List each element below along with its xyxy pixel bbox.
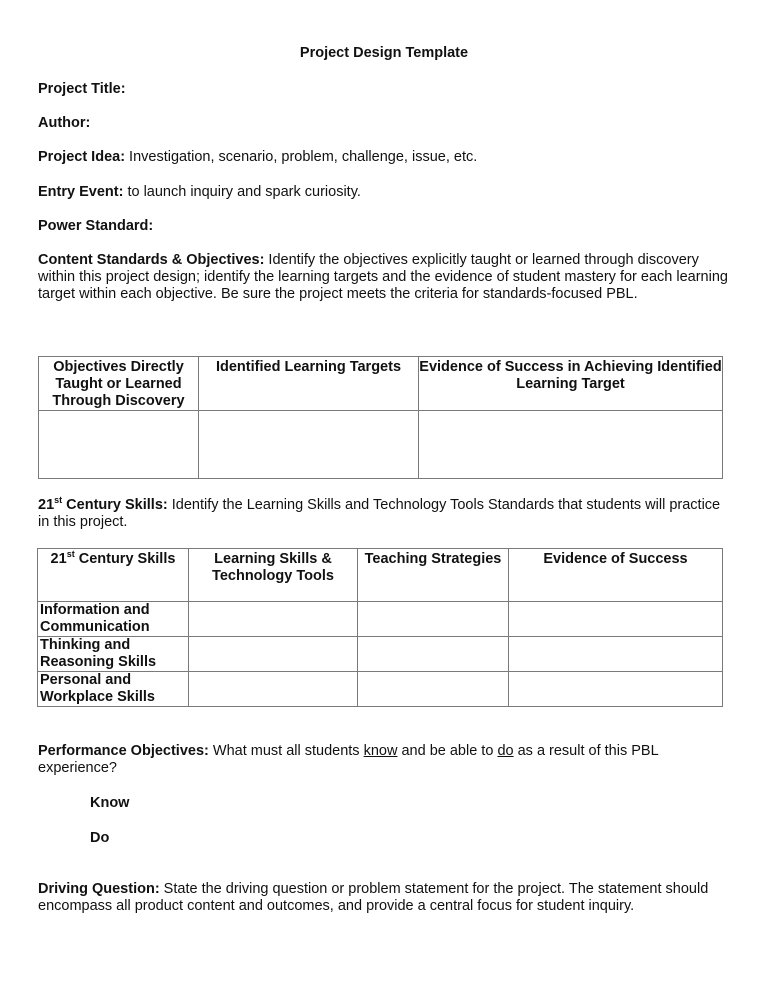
know-underlined: know bbox=[363, 743, 398, 759]
do-underlined: do bbox=[497, 743, 514, 759]
do-label: Do bbox=[90, 830, 110, 846]
label-rest: Century Skills: bbox=[62, 497, 168, 513]
header-evidence: Evidence of Success in Achieving Identified Learning Target bbox=[419, 357, 723, 411]
skills-header-row bbox=[38, 549, 723, 602]
century-skills-paragraph bbox=[38, 497, 728, 531]
driving-question-text: State the driving question or problem statement for the project. The statement should encompass all product content and outcomes, and provide a central focus for student inquiry. bbox=[38, 881, 709, 914]
label-sup: st bbox=[54, 495, 63, 506]
project-idea-text: Investigation, scenario, problem, challenge, issue, etc. bbox=[125, 149, 478, 165]
project-title-label: Project Title: bbox=[38, 81, 126, 97]
table-row bbox=[38, 602, 723, 637]
power-standard-label: Power Standard: bbox=[38, 218, 154, 234]
row-label: Personal and Workplace Skills bbox=[38, 672, 189, 707]
row-label: Thinking and Reasoning Skills bbox=[38, 637, 189, 672]
header-teaching-strategies: Teaching Strategies bbox=[358, 549, 509, 602]
evidence-cell[interactable] bbox=[509, 672, 723, 707]
perf-text-a: What must all students bbox=[208, 743, 364, 759]
perf-text-c: as a result of this PBL experience? bbox=[38, 743, 659, 776]
entry-event-text: to launch inquiry and spark curiosity. bbox=[123, 184, 361, 200]
strategies-cell[interactable] bbox=[358, 637, 509, 672]
project-idea-label: Project Idea: bbox=[38, 149, 126, 165]
evidence-cell[interactable] bbox=[509, 602, 723, 637]
century-skills-text: Identify the Learning Skills and Technology Tools Standards that students will practice in this project. bbox=[38, 497, 721, 530]
table-row bbox=[38, 672, 723, 707]
learning-targets-cell[interactable] bbox=[199, 411, 419, 479]
header-evidence-of-success: Evidence of Success bbox=[509, 549, 723, 602]
header-rest: Century Skills bbox=[74, 551, 176, 567]
label-num: 21 bbox=[38, 497, 55, 513]
strategies-cell[interactable] bbox=[358, 672, 509, 707]
author-label: Author: bbox=[38, 115, 91, 131]
objectives-cell[interactable] bbox=[39, 411, 199, 479]
project-idea-field bbox=[38, 149, 728, 166]
perf-text-b: and be able to bbox=[397, 743, 498, 759]
skills-table bbox=[37, 548, 723, 707]
objectives-table bbox=[38, 356, 723, 479]
skills-cell[interactable] bbox=[189, 637, 358, 672]
skills-cell[interactable] bbox=[189, 672, 358, 707]
content-standards-paragraph bbox=[38, 252, 728, 303]
driving-question-label: Driving Question: bbox=[38, 881, 160, 897]
header-objectives: Objectives Directly Taught or Learned Through Discovery bbox=[39, 357, 199, 411]
document-title: Project Design Template bbox=[299, 45, 469, 61]
performance-objectives-paragraph bbox=[38, 743, 728, 777]
performance-objectives-label: Performance Objectives: bbox=[38, 743, 209, 759]
century-skills-label bbox=[38, 497, 168, 513]
evidence-cell[interactable] bbox=[419, 411, 723, 479]
strategies-cell[interactable] bbox=[358, 602, 509, 637]
content-standards-text: Identify the objectives explicitly taught or learned through discovery within this project design; identify the learning targets and the evidence of student mastery for each learning target within each objective. Be sure the project meets the criteria for standards-focused PBL. bbox=[38, 252, 728, 302]
know-label: Know bbox=[90, 795, 130, 811]
evidence-cell[interactable] bbox=[509, 637, 723, 672]
objectives-header-row bbox=[39, 357, 723, 411]
header-learning-skills: Learning Skills & Technology Tools bbox=[189, 549, 358, 602]
table-row bbox=[39, 411, 723, 479]
content-standards-label: Content Standards & Objectives: bbox=[38, 252, 265, 268]
entry-event-label: Entry Event: bbox=[38, 184, 124, 200]
header-num: 21 bbox=[50, 551, 67, 567]
driving-question-paragraph bbox=[38, 881, 728, 915]
table-row bbox=[38, 637, 723, 672]
header-century-skills bbox=[38, 549, 189, 602]
header-learning-targets: Identified Learning Targets bbox=[199, 357, 419, 411]
entry-event-field bbox=[38, 184, 728, 201]
row-label: Information and Communication bbox=[38, 602, 189, 637]
header-sup: st bbox=[66, 549, 75, 560]
skills-cell[interactable] bbox=[189, 602, 358, 637]
